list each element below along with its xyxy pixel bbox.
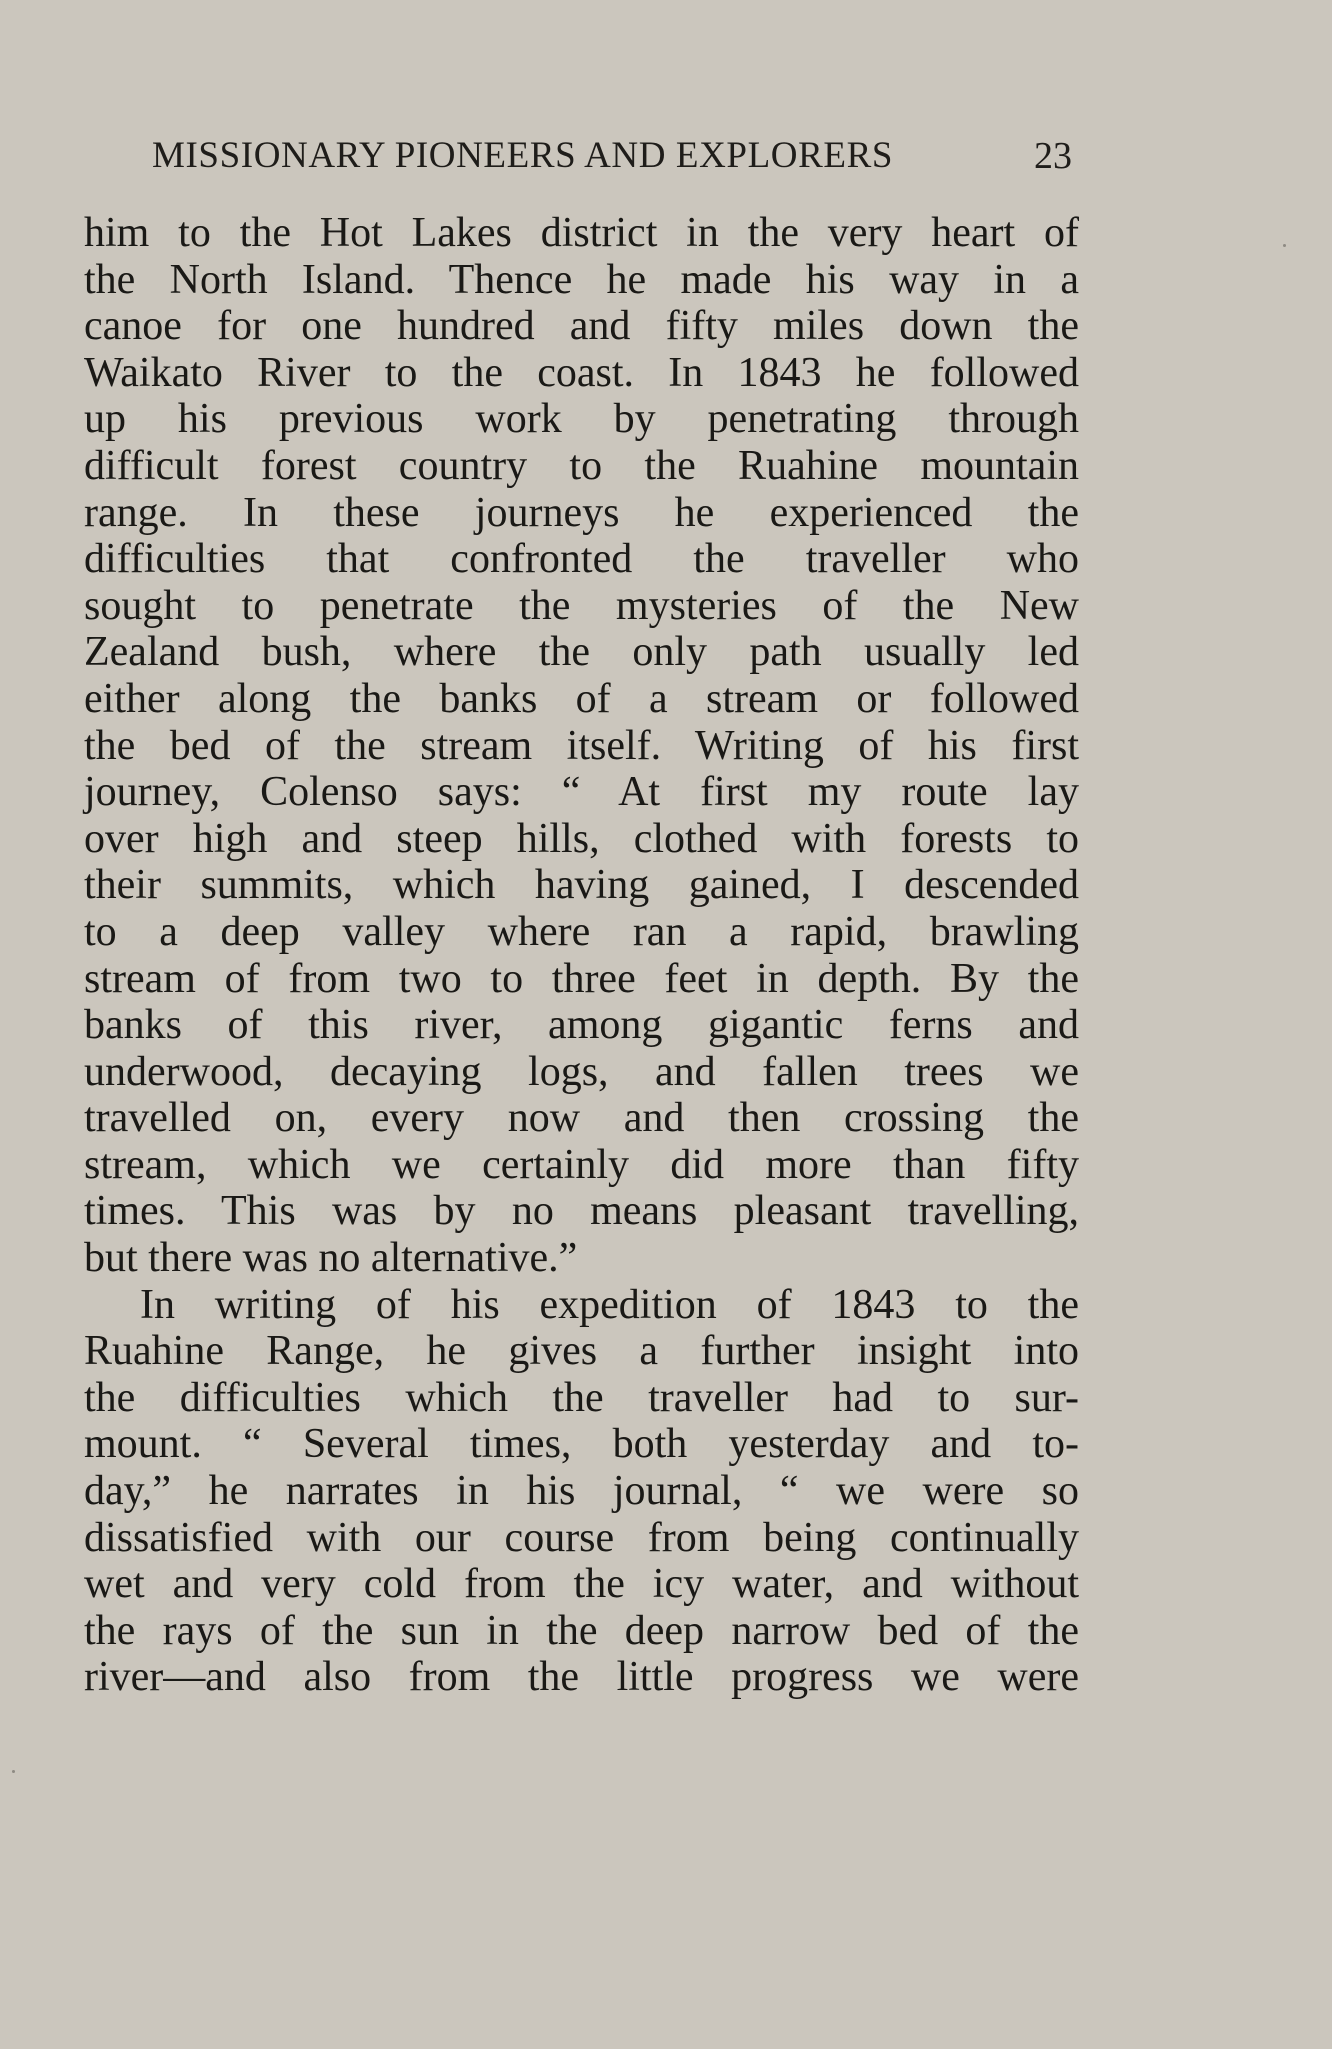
- text-line: him to the Hot Lakes district in the very heart of: [84, 210, 1079, 256]
- text-line: the rays of the sun in the deep narrow bed of the: [84, 1607, 1079, 1654]
- text-line: up his previous work by penetrating through: [84, 396, 1079, 443]
- text-line: day,” he narrates in his journal, “ we were so: [84, 1468, 1079, 1515]
- text-line: either along the banks of a stream or followed: [84, 675, 1079, 722]
- text-line: dissatisfied with our course from being continually: [84, 1514, 1079, 1561]
- text-line: but there was no alternative.”: [84, 1235, 578, 1282]
- text-line: stream, which we certainly did more than fifty: [84, 1141, 1079, 1188]
- text-line: travelled on, every now and then crossing the: [84, 1095, 1079, 1142]
- text-line: journey, Colenso says: “ At first my route lay: [84, 769, 1079, 816]
- text-line: their summits, which having gained, I descended: [84, 862, 1079, 909]
- paper-speck: [1283, 244, 1286, 247]
- text-line: difficult forest country to the Ruahine mountain: [84, 442, 1079, 489]
- text-line: stream of from two to three feet in depth. By the: [84, 955, 1079, 1002]
- text-line: Ruahine Range, he gives a further insight into: [84, 1328, 1079, 1375]
- running-head-title: MISSIONARY PIONEERS AND EXPLORERS: [152, 135, 894, 176]
- text-line: range. In these journeys he experienced the: [84, 489, 1079, 536]
- text-line: Zealand bush, where the only path usually led: [84, 629, 1079, 676]
- text-line: In writing of his expedition of 1843 to the: [140, 1281, 1079, 1328]
- text-line: wet and very cold from the icy water, and without: [84, 1561, 1079, 1608]
- running-head: [152, 134, 1072, 178]
- page-number: 23: [1034, 135, 1072, 177]
- text-line: river—and also from the little progress we were: [84, 1654, 1079, 1701]
- text-line: sought to penetrate the mysteries of the New: [84, 582, 1079, 629]
- body-text: [84, 210, 1079, 1701]
- text-line: over high and steep hills, clothed with forests to: [84, 815, 1079, 862]
- text-line: the difficulties which the traveller had to sur-: [84, 1374, 1079, 1421]
- text-line: banks of this river, among gigantic ferns and: [84, 1002, 1079, 1049]
- text-line: difficulties that confronted the traveller who: [84, 536, 1079, 583]
- paper-speck: [12, 1770, 15, 1773]
- text-line: underwood, decaying logs, and fallen trees we: [84, 1048, 1079, 1095]
- text-line: to a deep valley where ran a rapid, brawling: [84, 908, 1079, 955]
- text-line: times. This was by no means pleasant travelling,: [84, 1188, 1079, 1235]
- text-line: canoe for one hundred and fifty miles down the: [84, 303, 1079, 350]
- text-line: mount. “ Several times, both yesterday and to-: [84, 1421, 1079, 1468]
- text-line: the North Island. Thence he made his way in a: [84, 256, 1079, 303]
- text-line: Waikato River to the coast. In 1843 he followed: [84, 349, 1079, 396]
- text-line: the bed of the stream itself. Writing of his first: [84, 722, 1079, 769]
